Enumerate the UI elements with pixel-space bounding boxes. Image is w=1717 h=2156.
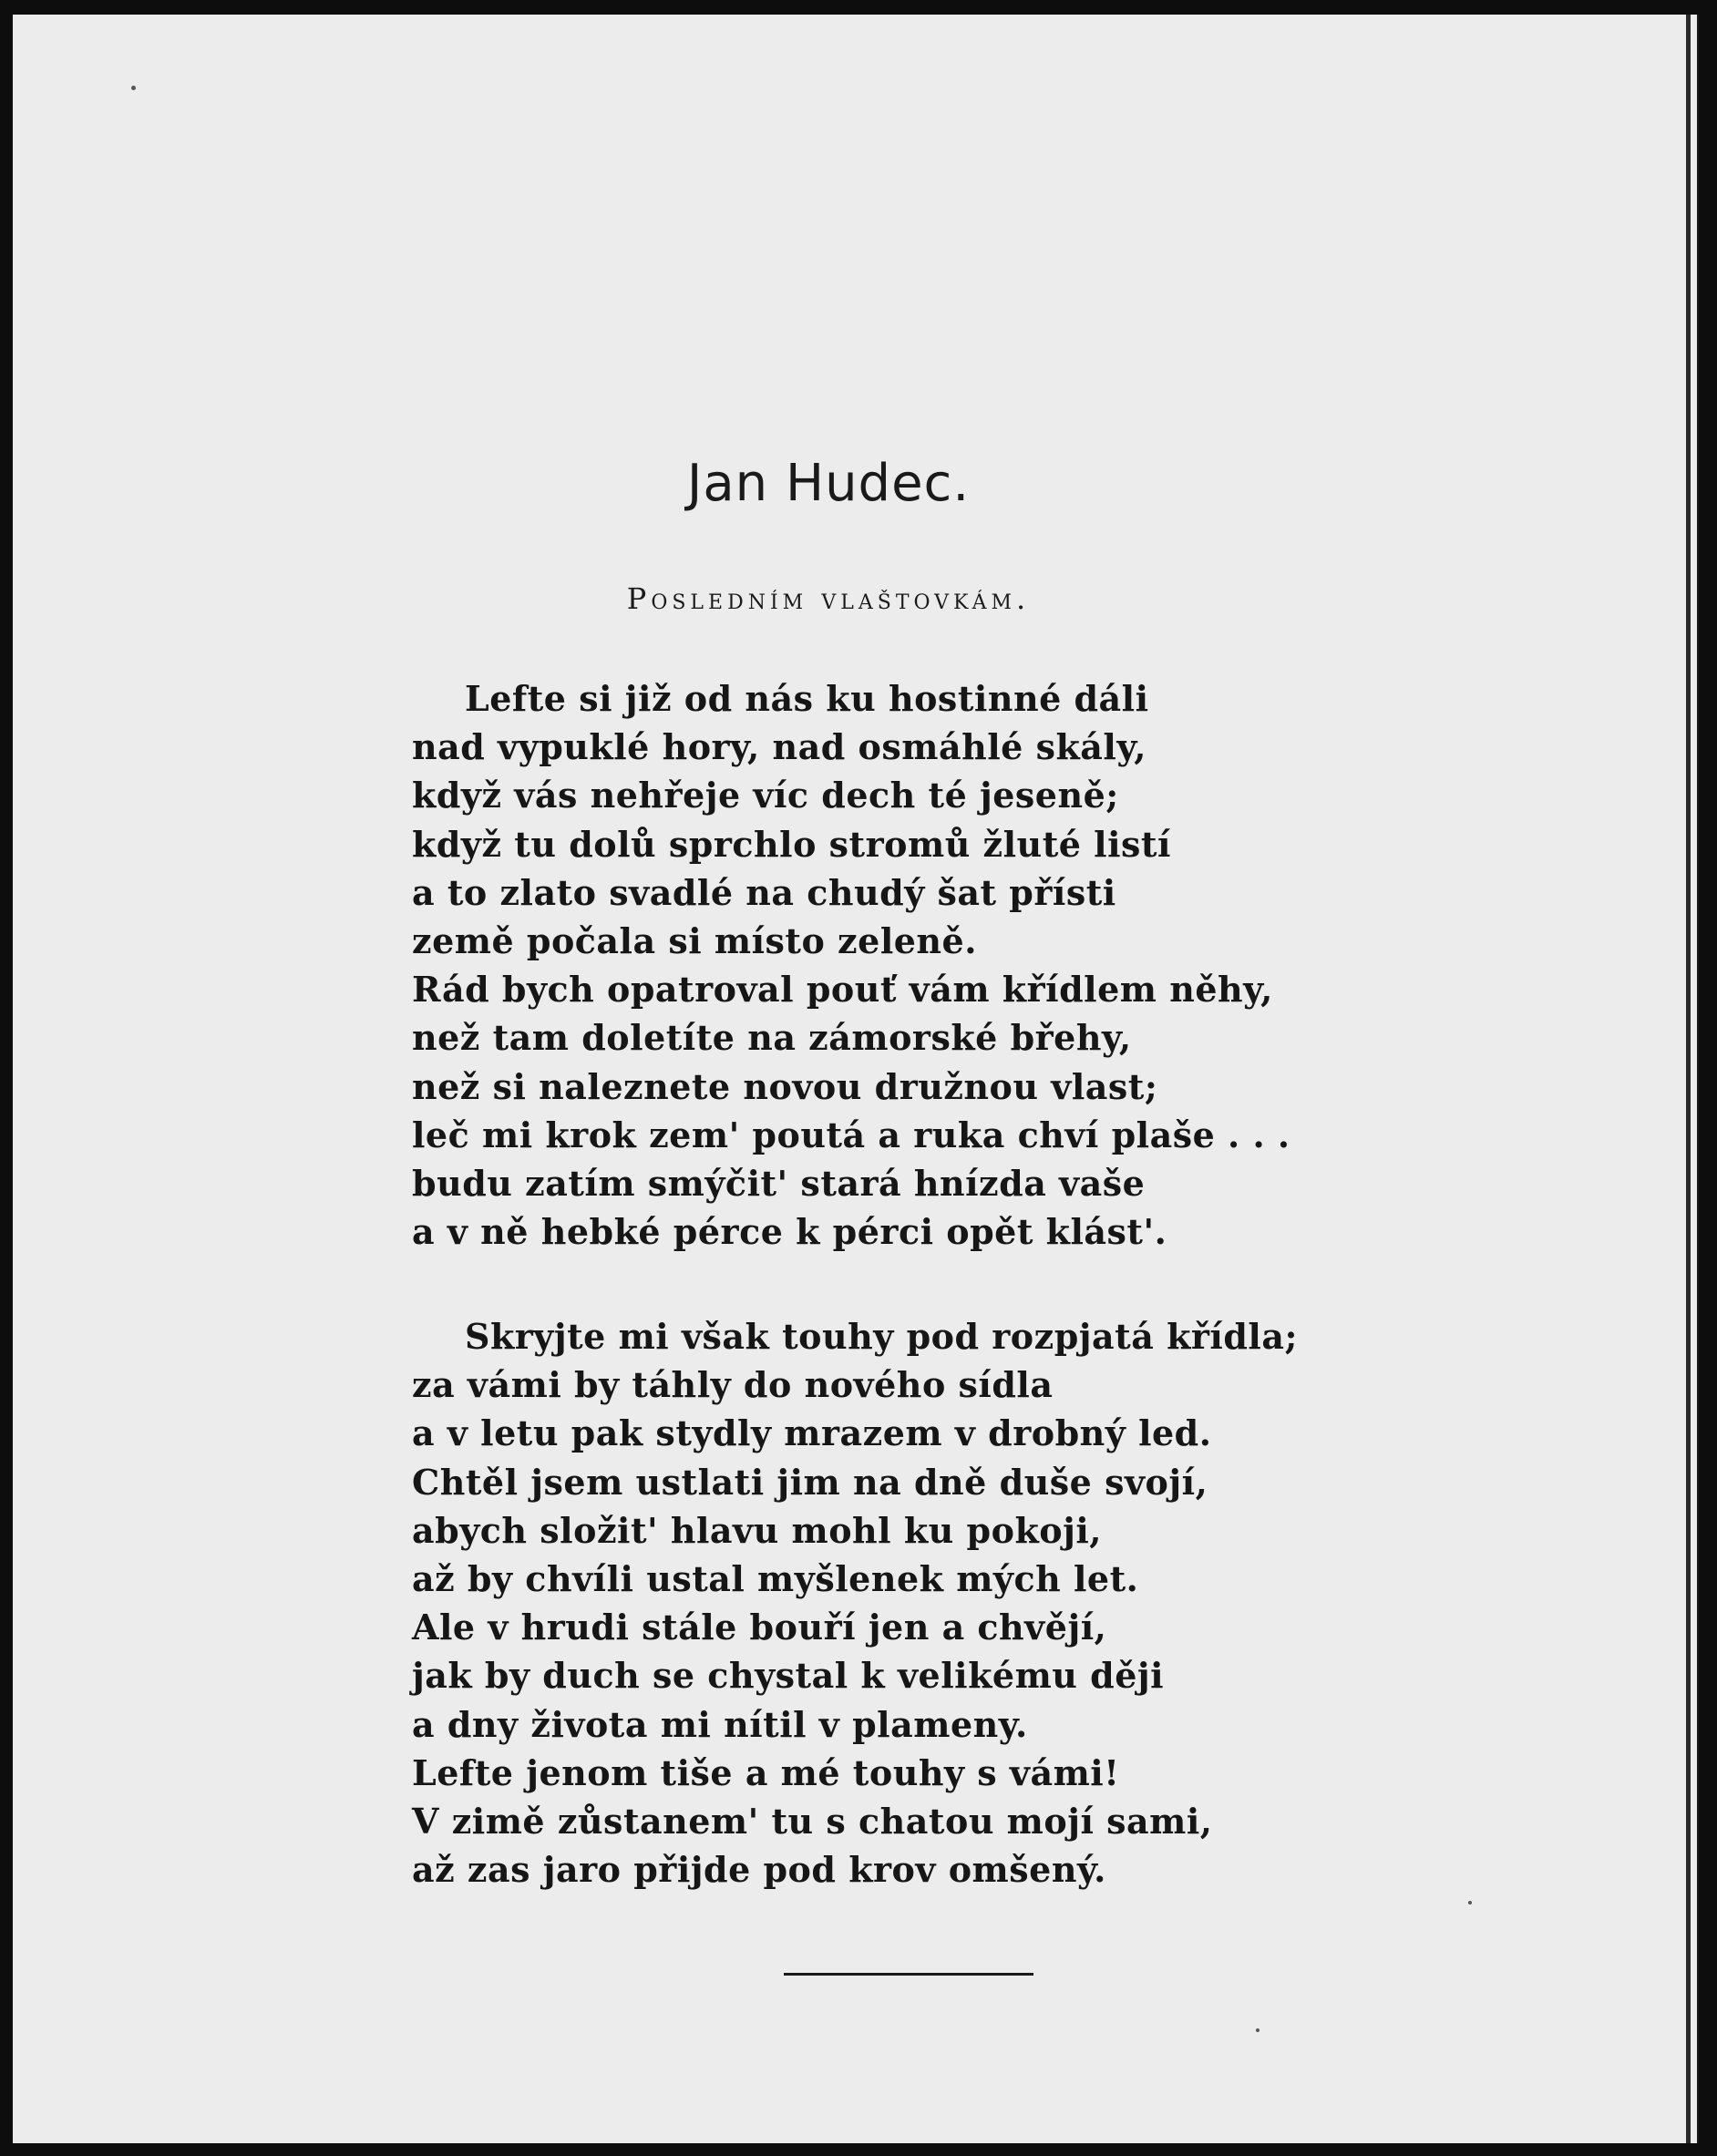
- poem-line: a v ně hebké pérce k pérci opět klást'.: [412, 1211, 1167, 1253]
- poem-line: a v letu pak stydly mrazem v drobný led.: [412, 1412, 1212, 1454]
- poem-stanza-1: [412, 674, 1290, 1256]
- poem-line: Ale v hrudi stále bouří jen a chvějí,: [412, 1607, 1107, 1648]
- poem-line: V zimě zůstanem' tu s chatou mojí sami,: [412, 1801, 1213, 1843]
- poem-line: za vámi by táhly do nového sídla: [412, 1364, 1054, 1406]
- poem-line: země počala si místo zeleně.: [412, 920, 977, 962]
- poem-title: Posledním vlaštovkám.: [626, 581, 1031, 616]
- poem-line: Rád bych opatroval pouť vám křídlem něhy,: [412, 969, 1273, 1011]
- poem-stanza-2: [412, 1312, 1298, 1894]
- poem-line: nad vypuklé hory, nad osmáhlé skály,: [412, 726, 1147, 768]
- book-page: [13, 15, 1699, 2143]
- page-spine-edge: [1686, 15, 1691, 2143]
- poem-line: než tam doletíte na zámorské břehy,: [412, 1017, 1132, 1059]
- paper-speck: [131, 86, 136, 90]
- author-heading: Jan Hudec.: [686, 454, 971, 513]
- poem-line: než si naleznete novou družnou vlast;: [412, 1065, 1158, 1107]
- poem-line: leč mi krok zem' poutá a ruka chví plaše . . .: [412, 1114, 1290, 1155]
- closing-rule: [784, 1973, 1033, 1976]
- poem-line: jak by duch se chystal k velikému ději: [412, 1655, 1165, 1697]
- paper-speck: [1468, 1901, 1472, 1904]
- poem-line: Chtěl jsem ustlati jim na dně duše svojí,: [412, 1461, 1208, 1503]
- poem-line: Lefte si již od nás ku hostinné dáli: [465, 678, 1149, 719]
- poem-line: Lefte jenom tiše a mé touhy s vámi!: [412, 1751, 1120, 1793]
- paper-speck: [1256, 2028, 1259, 2032]
- poem-line: až by chvíli ustal myšlenek mých let.: [412, 1558, 1139, 1600]
- poem-line: když vás nehřeje víc dech té jeseně;: [412, 775, 1119, 816]
- poem-line: až zas jaro přijde pod krov omšený.: [412, 1849, 1106, 1891]
- poem-line: budu zatím smýčit' stará hnízda vaše: [412, 1163, 1146, 1205]
- poem-line: když tu dolů sprchlo stromů žluté listí: [412, 823, 1171, 865]
- poem-line: a dny života mi nítil v plameny.: [412, 1703, 1028, 1745]
- poem-line: Skryjte mi však touhy pod rozpjatá křídla;: [465, 1316, 1299, 1357]
- poem-line: a to zlato svadlé na chudý šat přísti: [412, 871, 1116, 913]
- page-spine-shadow: [1697, 15, 1699, 2143]
- poem-line: abych složit' hlavu mohl ku pokoji,: [412, 1509, 1103, 1551]
